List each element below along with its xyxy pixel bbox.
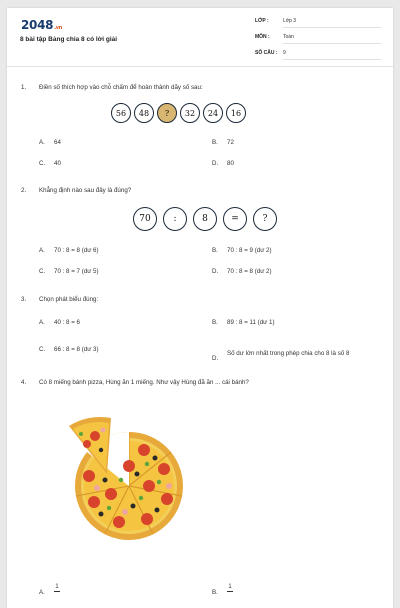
- sequence-bubble: 56: [111, 103, 131, 123]
- meta-key: LỚP :: [255, 18, 269, 24]
- question-number: 2.: [21, 187, 27, 194]
- logo-suffix: .vn: [54, 25, 63, 31]
- equation: [133, 207, 283, 231]
- option-letter: D.: [212, 355, 219, 362]
- question-number: 1.: [21, 84, 27, 91]
- option-text: 64: [54, 139, 61, 146]
- sequence-bubble: 48: [134, 103, 154, 123]
- option-a[interactable]: [39, 247, 99, 254]
- option-letter: A.: [39, 247, 45, 254]
- question-text: Có 8 miếng bánh pizza, Hùng ăn 1 miếng. Như vậy Hùng đã ăn ... cái bánh?: [39, 379, 249, 386]
- option-d[interactable]: [212, 349, 382, 362]
- page-title: 8 bài tập Bảng chia 8 có lời giải: [20, 36, 118, 43]
- sequence-bubble: 24: [203, 103, 223, 123]
- option-a[interactable]: [39, 139, 61, 146]
- option-d[interactable]: [212, 268, 272, 275]
- option-fraction: [54, 583, 60, 592]
- option-a[interactable]: [39, 319, 80, 326]
- question-number: 3.: [21, 296, 27, 303]
- question-4: [21, 379, 249, 386]
- option-letter: C.: [39, 268, 46, 275]
- option-letter: B.: [212, 319, 218, 326]
- option-text: 72: [227, 139, 234, 146]
- option-text: 80: [227, 160, 234, 167]
- sequence-bubble-missing: ?: [157, 103, 177, 123]
- option-fraction: [227, 583, 233, 592]
- question-number: 4.: [21, 379, 27, 386]
- option-text: 70 : 8 = 8 (dư 2): [227, 268, 272, 275]
- option-c[interactable]: [39, 268, 99, 275]
- equation-bubble: 70: [133, 207, 157, 231]
- equation-bubble: :: [163, 207, 187, 231]
- option-text: 89 : 8 = 11 (dư 1): [227, 319, 275, 326]
- option-letter: B.: [212, 589, 218, 596]
- option-b[interactable]: [212, 319, 275, 326]
- equation-bubble: ?: [253, 207, 277, 231]
- question-3: [21, 296, 98, 303]
- equation-bubble: =: [223, 207, 247, 231]
- option-text: 70 : 8 = 7 (dư 5): [54, 268, 99, 275]
- meta-value: Lớp 3: [283, 18, 381, 28]
- option-letter: B.: [212, 247, 218, 254]
- option-text: 40 : 8 = 6: [54, 319, 80, 326]
- fraction-numerator: 1: [228, 583, 232, 590]
- question-text: Chọn phát biểu đúng:: [39, 296, 99, 303]
- option-c[interactable]: [39, 346, 99, 353]
- option-letter: A.: [39, 139, 45, 146]
- option-letter: C.: [39, 160, 46, 167]
- option-letter: B.: [212, 139, 218, 146]
- option-letter: D.: [212, 268, 219, 275]
- question-1: [21, 84, 203, 91]
- meta-key: MÔN :: [255, 34, 270, 40]
- option-d[interactable]: [212, 160, 234, 167]
- fraction-bar: [227, 591, 233, 592]
- question-text: Điền số thích hợp vào chỗ chấm để hoàn thành dãy số sau:: [39, 84, 203, 91]
- header-divider: [7, 66, 393, 67]
- number-sequence: [111, 103, 249, 123]
- meta-value: 9: [283, 50, 381, 60]
- option-text: 66 : 8 = 8 (dư 3): [54, 346, 99, 353]
- option-b[interactable]: [212, 247, 272, 254]
- worksheet: [7, 8, 393, 608]
- meta-key: SỐ CÂU :: [255, 50, 278, 56]
- question-2: [21, 187, 131, 194]
- option-b[interactable]: [212, 139, 234, 146]
- option-letter: D.: [212, 160, 219, 167]
- option-c[interactable]: [39, 160, 61, 167]
- option-text: 70 : 8 = 9 (dư 2): [227, 247, 272, 254]
- option-letter: C.: [39, 346, 46, 353]
- option-text: 40: [54, 160, 61, 167]
- option-letter: A.: [39, 589, 45, 596]
- site-logo[interactable]: [21, 18, 62, 32]
- fraction-numerator: 1: [55, 583, 59, 590]
- question-text: Khẳng định nào sau đây là đúng?: [39, 187, 132, 194]
- pizza-illustration: [49, 414, 189, 544]
- equation-bubble: 8: [193, 207, 217, 231]
- sequence-bubble: 32: [180, 103, 200, 123]
- meta-value: Toán: [283, 34, 381, 44]
- sequence-bubble: 16: [226, 103, 246, 123]
- fraction-bar: [54, 591, 60, 592]
- logo-text: 2048: [21, 18, 54, 32]
- option-text: Số dư lớn nhất trong phép chia cho 8 là số 8: [227, 350, 350, 357]
- option-letter: A.: [39, 319, 45, 326]
- option-text: 70 : 8 = 8 (dư 6): [54, 247, 99, 254]
